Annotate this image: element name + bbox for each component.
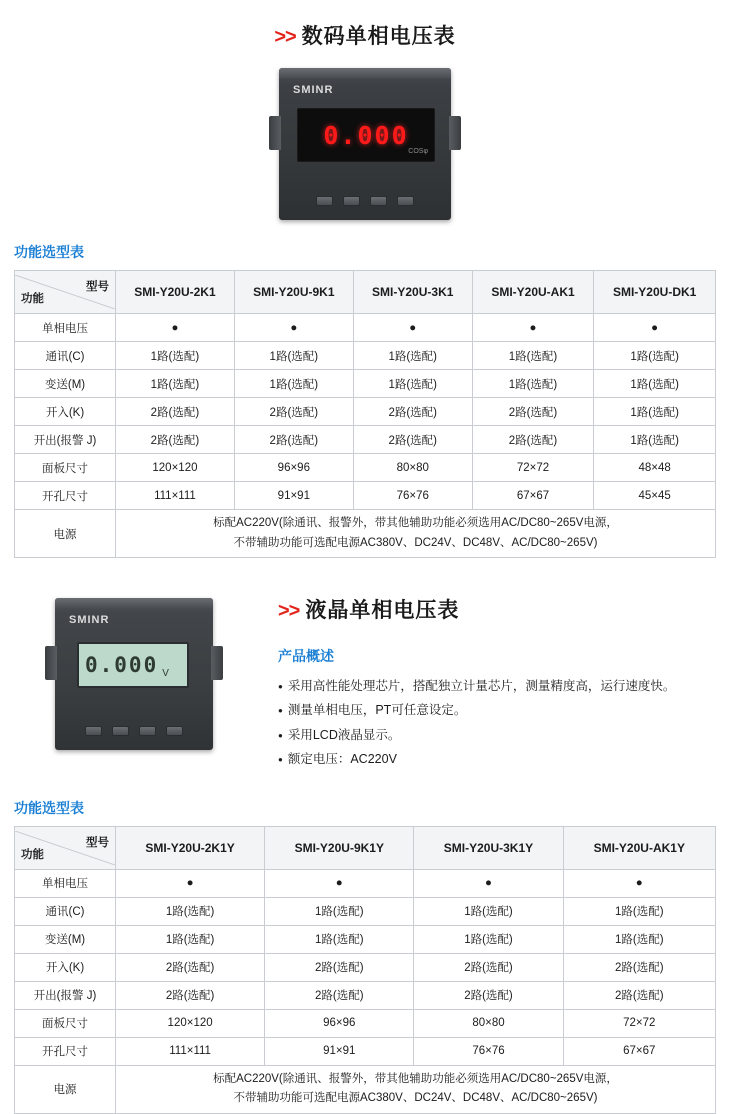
table1-row0-cell1: ● [234,314,353,342]
table1-row0-label: 单相电压 [15,314,116,342]
section2-title-text: 液晶单相电压表 [305,599,460,623]
table1-row4-cell2: 2路(选配) [353,426,472,454]
table1-model-2: SMI-Y20U-3K1 [353,271,472,314]
table1-row1-cell2: 1路(选配) [353,342,472,370]
table2-row5-cell3: 72×72 [563,1009,715,1037]
table-row [15,925,716,953]
table1-row1-cell1: 1路(选配) [234,342,353,370]
section1-table-label: 功能选型表 [14,244,84,260]
table1-corner-model: 型号 [86,281,109,293]
lcd-meter-brand-label: SMINR [69,614,110,627]
table2-power-note-line2: 不带辅助功能可选配电源AC380V、DC24V、DC48V、AC/DC80~265V) [233,1092,598,1105]
table1-row4-cell0: 2路(选配) [116,426,235,454]
table1-header-row [15,271,716,314]
table-row [15,897,716,925]
list-item: ● 测量单相电压，PT可任意设定。 [278,698,716,722]
lcd-meter-button-2[interactable] [112,726,129,736]
table-row [15,482,716,510]
table1-row4-label: 开出(报警 J) [15,426,116,454]
section2-overview-list [278,674,716,772]
table1-row3-cell1: 2路(选配) [234,398,353,426]
table2-corner-cell [15,826,116,869]
table2-row0-cell2: ● [414,869,563,897]
table2-row2-cell1: 1路(选配) [265,925,414,953]
table1-row4-cell4: 1路(选配) [594,426,716,454]
table1-row6-cell4: 45×45 [594,482,716,510]
lcd-meter-unit: V [162,668,169,680]
table2-row1-cell1: 1路(选配) [265,897,414,925]
lcd-meter-screen [77,642,189,688]
section2-title [278,594,716,624]
table1-row0-cell3: ● [472,314,594,342]
table2-row6-cell3: 67×67 [563,1037,715,1065]
table-row [15,370,716,398]
table2-model-2: SMI-Y20U-3K1Y [414,826,563,869]
table2-row0-cell0: ● [116,869,265,897]
table1-power-note-line1: 标配AC220V(除通讯、报警外，带其他辅助功能必须选用AC/DC80~265V电源， [213,517,618,529]
table1-row5-cell0: 120×120 [116,454,235,482]
table2-row1-cell2: 1路(选配) [414,897,563,925]
table1-model-3: SMI-Y20U-AK1 [472,271,594,314]
lcd-meter-side-bracket-left [45,646,57,680]
table1-row1-label: 通讯(C) [15,342,116,370]
table1-row5-label: 面板尺寸 [15,454,116,482]
table1-row2-cell0: 1路(选配) [116,370,235,398]
table-row [15,1009,716,1037]
meter-cos-label: COSφ [408,148,428,155]
table1-row1-cell4: 1路(选配) [594,342,716,370]
meter-side-bracket-left [269,116,281,150]
table2-power-note-line1: 标配AC220V(除通讯、报警外，带其他辅助功能必须选用AC/DC80~265V电源， [213,1072,618,1085]
table1-row3-cell0: 2路(选配) [116,398,235,426]
section2-table-label: 功能选型表 [14,799,84,816]
table1-row4-cell3: 2路(选配) [472,426,594,454]
table2-row2-cell0: 1路(选配) [116,925,265,953]
table1-row0-cell0: ● [116,314,235,342]
meter-side-bracket-right [449,116,461,150]
table1-corner-function: 功能 [21,293,44,305]
table1-row5-cell3: 72×72 [472,454,594,482]
table2-power-label: 电源 [15,1065,116,1113]
table1-row6-label: 开孔尺寸 [15,482,116,510]
table1-model-0: SMI-Y20U-2K1 [116,271,235,314]
table1-row5-cell2: 80×80 [353,454,472,482]
meter-button-2[interactable] [343,196,360,206]
lcd-meter-body [55,598,213,750]
lcd-meter-side-bracket-right [211,646,223,680]
table2-row1-label: 通讯(C) [15,897,116,925]
digital-meter-image [0,68,730,220]
table2-model-0: SMI-Y20U-2K1Y [116,826,265,869]
table2-row0-label: 单相电压 [15,869,116,897]
table2-model-3: SMI-Y20U-AK1Y [563,826,715,869]
table1-corner-cell [15,271,116,314]
table2-row3-label: 开入(K) [15,953,116,981]
arrow-marker-icon: >> [278,600,300,623]
table-row [15,981,716,1009]
lcd-meter-button-1[interactable] [85,726,102,736]
arrow-marker-icon: >> [274,26,296,48]
table2-row4-cell2: 2路(选配) [414,981,563,1009]
table2-row5-cell0: 120×120 [116,1009,265,1037]
table2-row4-cell1: 2路(选配) [265,981,414,1009]
digital-meter-body [279,68,451,220]
meter-led-screen [297,108,435,162]
table1-row3-cell3: 2路(选配) [472,398,594,426]
meter-button-row [279,196,451,206]
table1-row2-cell4: 1路(选配) [594,370,716,398]
table2-row5-cell1: 96×96 [265,1009,414,1037]
meter-top-bevel [279,68,451,78]
table1-power-note-line2: 不带辅助功能可选配电源AC380V、DC24V、DC48V、AC/DC80~265V) [233,536,598,549]
table1-row0-cell4: ● [594,314,716,342]
section2-text-column [278,592,716,772]
table1-row3-cell2: 2路(选配) [353,398,472,426]
table2-row1-cell0: 1路(选配) [116,897,265,925]
lcd-meter-value: 0.000 [85,653,159,678]
table1-row2-cell1: 1路(选配) [234,370,353,398]
table1-row6-cell2: 76×76 [353,482,472,510]
table2-corner-function: 功能 [21,848,44,861]
table-row [15,869,716,897]
table2-row6-cell1: 91×91 [265,1037,414,1065]
lcd-meter-button-3[interactable] [139,726,156,736]
table1-row5-cell1: 96×96 [234,454,353,482]
meter-button-4[interactable] [397,196,414,206]
table2-row0-cell1: ● [265,869,414,897]
list-item: ● 采用LCD液晶显示。 [278,723,716,747]
table1-power-note [116,510,716,558]
table2-power-note [116,1065,716,1113]
table2-row0-cell3: ● [563,869,715,897]
table2-header-row [15,826,716,869]
table2-row5-label: 面板尺寸 [15,1009,116,1037]
table1-model-1: SMI-Y20U-9K1 [234,271,353,314]
section2-spec-table [14,826,716,1114]
table2-row4-cell3: 2路(选配) [563,981,715,1009]
table1-row5-cell4: 48×48 [594,454,716,482]
table-row [15,342,716,370]
table-row [15,314,716,342]
section1-title [0,20,730,50]
table2-row3-cell0: 2路(选配) [116,953,265,981]
table1-row2-cell3: 1路(选配) [472,370,594,398]
table2-row1-cell3: 1路(选配) [563,897,715,925]
table1-row6-cell0: 111×111 [116,482,235,510]
meter-brand-label: SMINR [293,84,334,96]
table2-model-1: SMI-Y20U-9K1Y [265,826,414,869]
table1-power-label: 电源 [15,510,116,558]
section-lcd-voltmeter [0,592,730,1114]
lcd-meter-button-4[interactable] [166,726,183,736]
table-row [15,953,716,981]
meter-led-value: 0.000 [323,120,409,150]
table1-row3-label: 开入(K) [15,398,116,426]
table2-row6-cell2: 76×76 [414,1037,563,1065]
table1-row1-cell3: 1路(选配) [472,342,594,370]
table-row [15,426,716,454]
table2-corner-model: 型号 [86,836,109,849]
table1-model-4: SMI-Y20U-DK1 [594,271,716,314]
table2-row2-cell3: 1路(选配) [563,925,715,953]
table2-row6-cell0: 111×111 [116,1037,265,1065]
table2-power-row [15,1065,716,1113]
table1-row1-cell0: 1路(选配) [116,342,235,370]
table2-row2-label: 变送(M) [15,925,116,953]
table2-row5-cell2: 80×80 [414,1009,563,1037]
section2-top-row [0,592,730,772]
table1-row6-cell1: 91×91 [234,482,353,510]
table1-power-row [15,510,716,558]
table1-row3-cell4: 1路(选配) [594,398,716,426]
list-item: ● 额定电压：AC220V [278,747,716,771]
table2-row4-label: 开出(报警 J) [15,981,116,1009]
table1-row4-cell1: 2路(选配) [234,426,353,454]
table2-row6-label: 开孔尺寸 [15,1037,116,1065]
section2-overview-title: 产品概述 [278,648,334,665]
table2-row3-cell2: 2路(选配) [414,953,563,981]
table1-row6-cell3: 67×67 [472,482,594,510]
table2-row4-cell0: 2路(选配) [116,981,265,1009]
meter-button-1[interactable] [316,196,333,206]
table2-row2-cell2: 1路(选配) [414,925,563,953]
table1-row2-label: 变送(M) [15,370,116,398]
table-row [15,1037,716,1065]
table2-row3-cell3: 2路(选配) [563,953,715,981]
lcd-meter-image [14,592,254,750]
lcd-meter-button-row [55,726,213,736]
table1-row0-cell2: ● [353,314,472,342]
section1-spec-table [14,270,716,558]
table-row [15,454,716,482]
table1-row2-cell2: 1路(选配) [353,370,472,398]
list-item: ● 采用高性能处理芯片，搭配独立计量芯片，测量精度高，运行速度快。 [278,674,716,698]
table-row [15,398,716,426]
section1-title-text: 数码单相电压表 [301,25,456,48]
meter-button-3[interactable] [370,196,387,206]
lcd-meter-top-bevel [55,598,213,608]
table2-row3-cell1: 2路(选配) [265,953,414,981]
